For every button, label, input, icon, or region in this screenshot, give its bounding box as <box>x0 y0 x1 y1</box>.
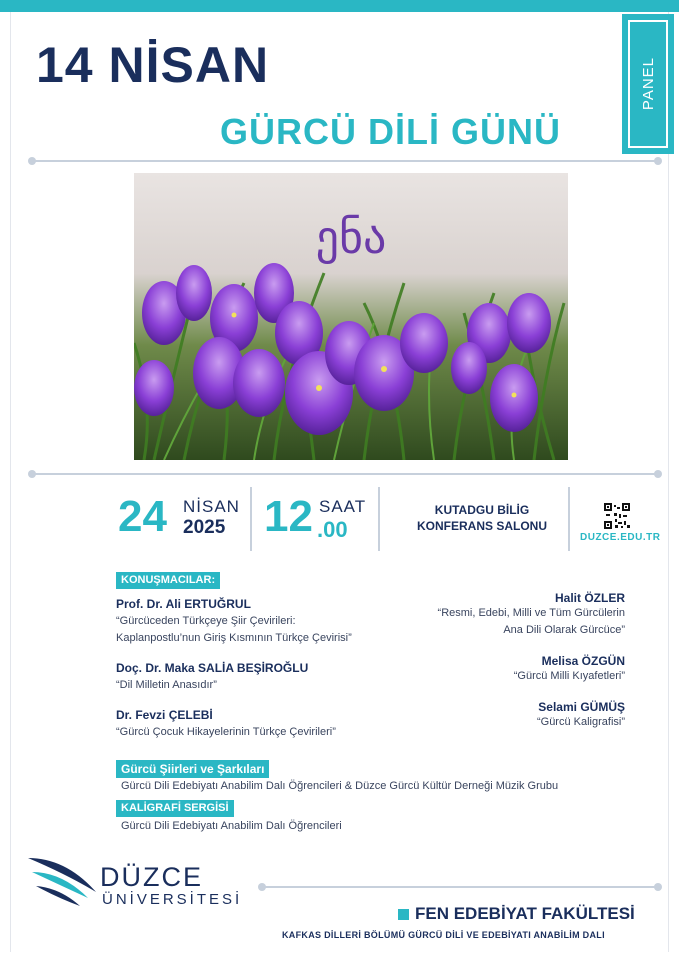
speaker-talk <box>116 677 217 694</box>
speaker-name: Selami GÜMÜŞ <box>538 700 625 714</box>
venue-line: KONFERANS SALONU <box>416 519 547 533</box>
university-name: DÜZCE <box>100 862 203 892</box>
panel-tag-label: PANEL <box>639 57 657 111</box>
event-title: 14 NİSAN <box>36 37 270 93</box>
event-hour-label: SAAT <box>319 497 367 516</box>
divider-top <box>32 160 658 162</box>
divider-middle <box>32 473 658 475</box>
event-venue <box>396 502 568 534</box>
top-accent-bar <box>0 0 679 12</box>
faculty-label: FEN EDEBİYAT FAKÜLTESİ <box>415 904 635 923</box>
speaker-name: Prof. Dr. Ali ERTUĞRUL <box>116 597 251 611</box>
event-minute: .00 <box>317 517 348 542</box>
speaker-name: Dr. Fevzi ÇELEBİ <box>116 708 213 722</box>
speaker-talk <box>514 668 625 685</box>
qr-code-icon <box>604 503 630 529</box>
talk-line: “Gürcü Milli Kıyafetleri” <box>513 670 625 682</box>
georgian-word: ენა <box>315 210 387 264</box>
event-subtitle: GÜRCÜ DİLİ GÜNÜ <box>220 111 561 152</box>
talk-line: “Gürcüceden Türkçeye Şiir Çevirileri: <box>116 615 296 627</box>
speaker-name: Melisa ÖZGÜN <box>541 654 625 668</box>
event-info-row <box>0 485 679 555</box>
talk-line: Kaplanpostlu’nun Giriş Kısmının Türkçe Çevirisi” <box>116 632 352 644</box>
talk-line: Ana Dili Olarak Gürcüce” <box>503 624 625 636</box>
website-link[interactable]: DUZCE.EDU.TR <box>580 532 661 543</box>
event-day: 24 <box>118 492 167 541</box>
talk-line: “Gürcü Çocuk Hikayelerinin Türkçe Çevirileri” <box>116 726 336 738</box>
university-subtitle: ÜNİVERSİTESİ <box>102 891 243 908</box>
crocus-illustration <box>134 173 568 460</box>
faculty-name <box>398 904 635 924</box>
music-label: Gürcü Şiirleri ve Şarkıları <box>116 760 269 778</box>
speaker-talk <box>116 613 352 647</box>
department-name: KAFKAS DİLLERİ BÖLÜMÜ GÜRCÜ DİLİ VE EDEBİYATI ANABİLİM DALI <box>282 930 605 940</box>
music-performers: Gürcü Dili Edebiyatı Anabilim Dalı Öğrencileri & Düzce Gürcü Kültür Derneği Müzik Grubu <box>121 780 559 792</box>
info-separator <box>250 487 252 551</box>
talk-line: “Dil Milletin Anasıdır” <box>116 679 217 691</box>
panel-tag-border <box>628 20 668 148</box>
event-hour: 12 <box>264 492 313 541</box>
venue-line: KUTADGU BİLİG <box>434 503 530 517</box>
info-separator <box>378 487 380 551</box>
exhibition-label: KALİGRAFİ SERGİSİ <box>116 800 234 817</box>
university-logo-icon <box>26 852 106 912</box>
speakers-label: KONUŞMACILAR: <box>116 572 220 589</box>
square-bullet-icon <box>398 909 409 920</box>
speaker-name: Doç. Dr. Maka SALİA BEŞİROĞLU <box>116 661 309 675</box>
talk-line: “Resmi, Edebi, Milli ve Tüm Gürcülerin <box>437 607 625 619</box>
event-month: NİSAN <box>183 497 240 516</box>
info-separator <box>568 487 570 551</box>
event-year: 2025 <box>183 517 226 538</box>
page-frame <box>10 12 669 952</box>
exhibition-artists: Gürcü Dili Edebiyatı Anabilim Dalı Öğrencileri <box>121 820 342 832</box>
speaker-talk <box>537 714 625 731</box>
panel-tag <box>622 14 674 154</box>
talk-line: “Gürcü Kaligrafisi” <box>536 716 625 728</box>
speaker-talk <box>438 605 625 639</box>
crocus-photo <box>134 173 568 460</box>
divider-footer <box>262 886 658 888</box>
speaker-talk <box>116 724 336 741</box>
speaker-name: Halit ÖZLER <box>554 591 625 605</box>
